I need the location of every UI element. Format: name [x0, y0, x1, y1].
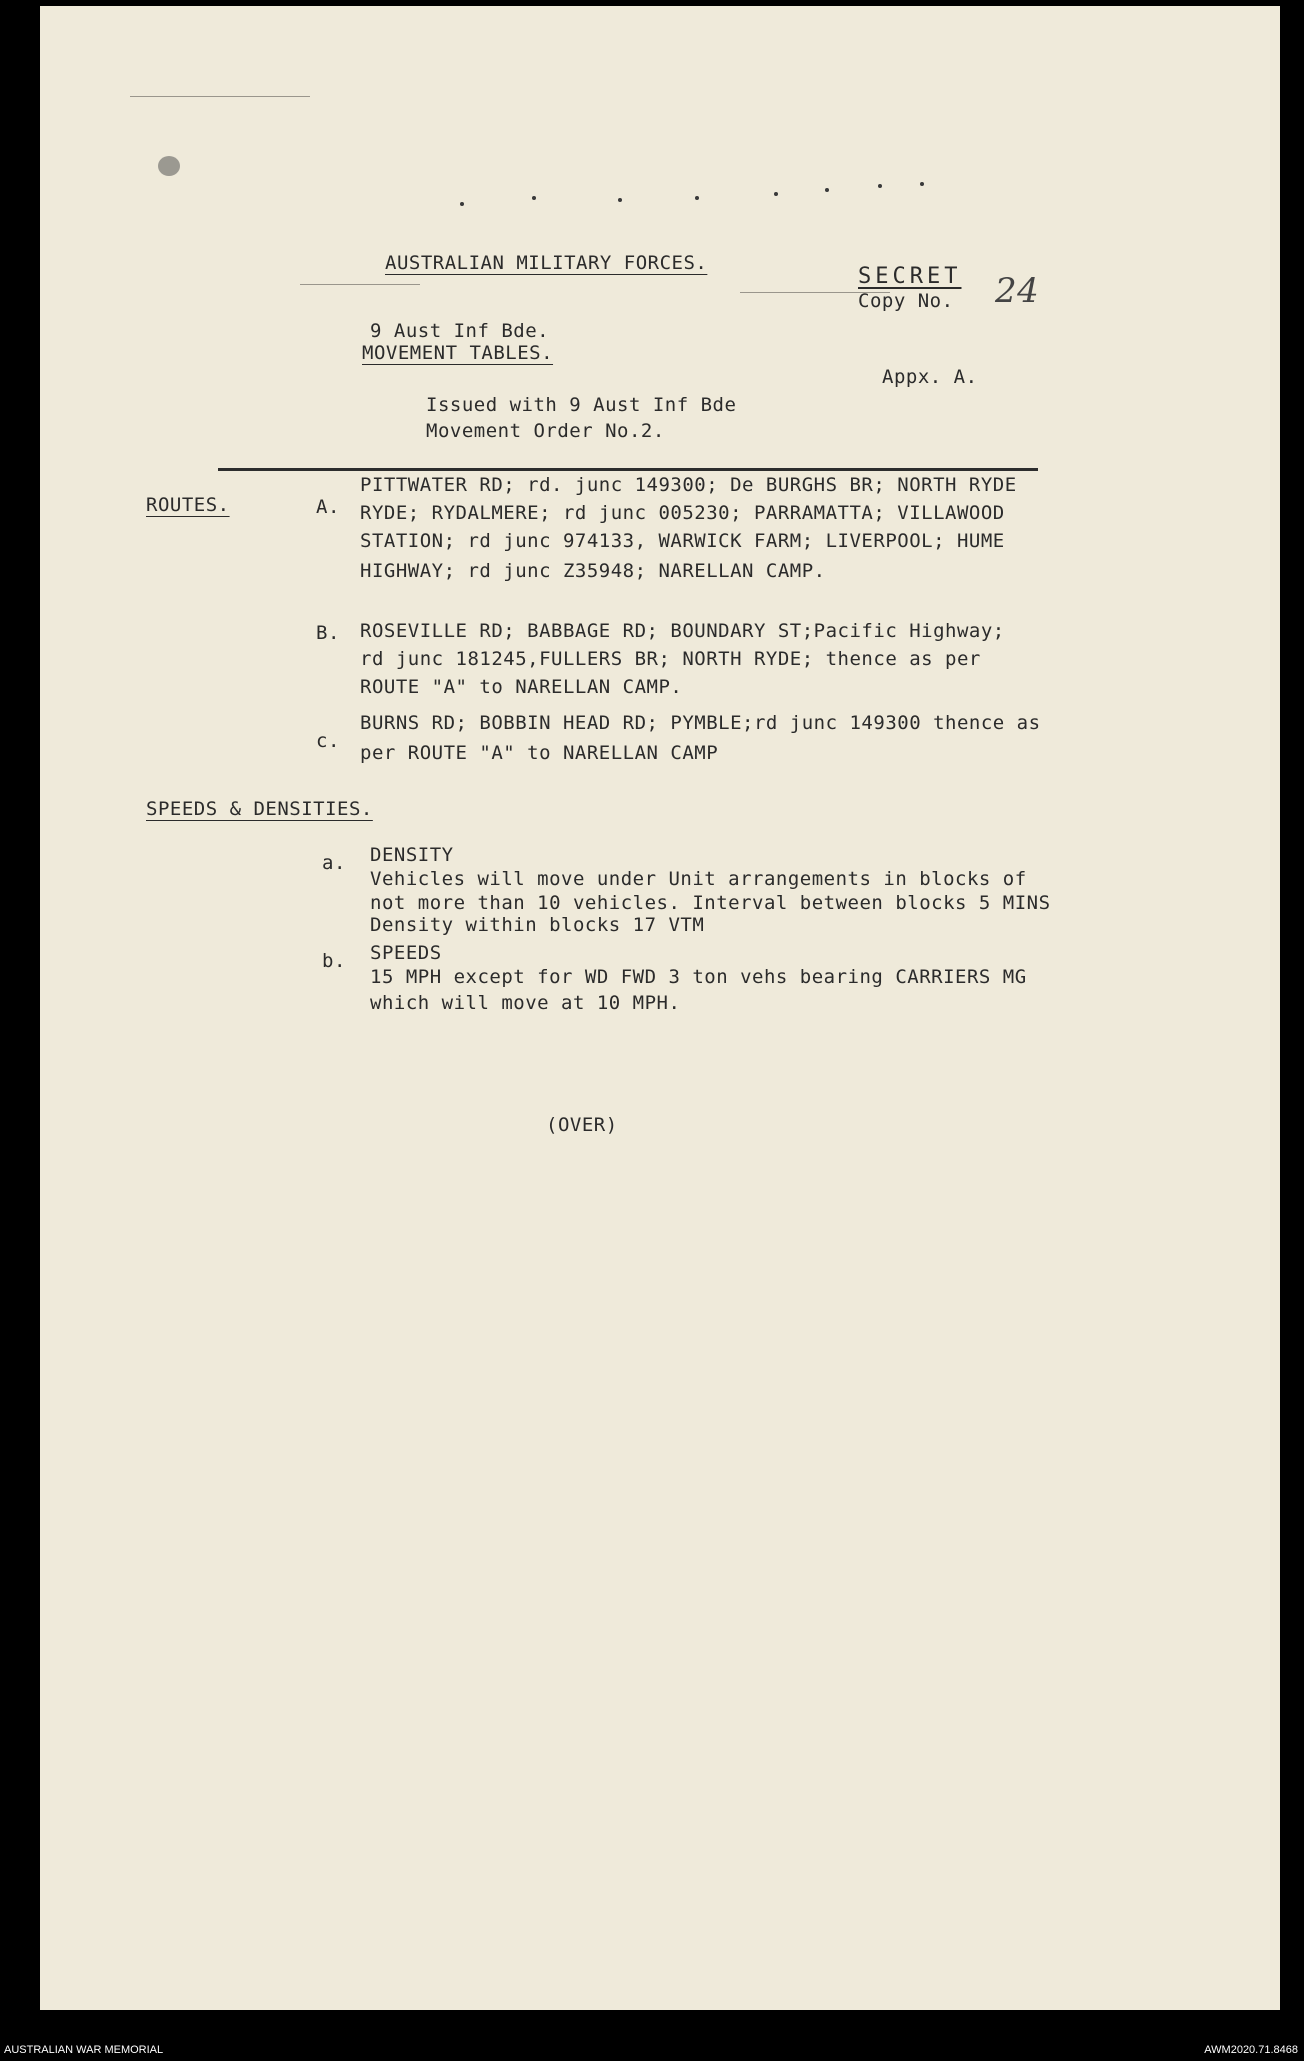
route-c-line: per ROUTE "A" to NARELLAN CAMP: [360, 742, 719, 764]
footer-right: AWM2020.71.8468: [1204, 2044, 1298, 2056]
density-letter: a.: [322, 852, 346, 874]
header-rule: [218, 468, 1038, 471]
route-b-letter: B.: [316, 622, 340, 644]
over-note: (OVER): [546, 1114, 618, 1136]
route-a-letter: A.: [316, 496, 340, 518]
speeds-line: 15 MPH except for WD FWD 3 ton vehs bearing CARRIERS MG: [370, 966, 1027, 988]
document-page: [40, 6, 1280, 2010]
secret-label: SECRET: [858, 264, 962, 289]
route-a-line: HIGHWAY; rd junc Z35948; NARELLAN CAMP.: [360, 560, 826, 582]
speeds-line: which will move at 10 MPH.: [370, 992, 681, 1014]
stray-mark: [618, 198, 622, 202]
faint-dash: [130, 96, 310, 97]
route-c-letter: c.: [316, 730, 340, 752]
speeds-line: SPEEDS: [370, 942, 442, 964]
copy-number-handwritten: 24: [995, 271, 1040, 311]
copy-no-label: Copy No.: [858, 290, 954, 312]
route-b-line: ROUTE "A" to NARELLAN CAMP.: [360, 676, 683, 698]
stray-mark: [774, 192, 778, 196]
faint-dash: [300, 284, 420, 285]
stray-mark: [532, 196, 536, 200]
density-line: Vehicles will move under Unit arrangements in blocks of: [370, 868, 1027, 890]
punch-hole: [158, 156, 180, 176]
stray-mark: [825, 188, 829, 192]
stray-mark: [920, 182, 924, 186]
density-line: not more than 10 vehicles. Interval between blocks 5 MINS: [370, 892, 1051, 914]
stray-mark: [695, 196, 699, 200]
unit-label: 9 Aust Inf Bde.: [370, 320, 550, 342]
subtitle: MOVEMENT TABLES.: [362, 342, 554, 364]
footer-left: AUSTRALIAN WAR MEMORIAL: [4, 2044, 164, 2056]
density-line: DENSITY: [370, 844, 454, 866]
issued-line-1: Issued with 9 Aust Inf Bde: [426, 394, 737, 416]
speeds-letter: b.: [322, 950, 346, 972]
routes-heading: ROUTES.: [146, 494, 230, 516]
route-a-line: STATION; rd junc 974133, WARWICK FARM; LIVERPOOL; HUME: [360, 530, 1005, 552]
density-line: Density within blocks 17 VTM: [370, 914, 705, 936]
route-a-line: RYDE; RYDALMERE; rd junc 005230; PARRAMATTA; VILLAWOOD: [360, 502, 1005, 524]
speeds-heading: SPEEDS & DENSITIES.: [146, 798, 373, 820]
route-b-line: ROSEVILLE RD; BABBAGE RD; BOUNDARY ST;Pacific Highway;: [360, 620, 1005, 642]
issued-line-2: Movement Order No.2.: [426, 420, 665, 442]
stray-mark: [460, 202, 464, 206]
doc-title: AUSTRALIAN MILITARY FORCES.: [385, 252, 708, 274]
route-a-line: PITTWATER RD; rd. junc 149300; De BURGHS BR; NORTH RYDE: [360, 474, 1017, 496]
stray-mark: [878, 184, 882, 188]
route-c-line: BURNS RD; BOBBIN HEAD RD; PYMBLE;rd junc 149300 thence as: [360, 712, 1041, 734]
route-b-line: rd junc 181245,FULLERS BR; NORTH RYDE; thence as per: [360, 648, 981, 670]
appendix-label: Appx. A.: [882, 366, 978, 388]
